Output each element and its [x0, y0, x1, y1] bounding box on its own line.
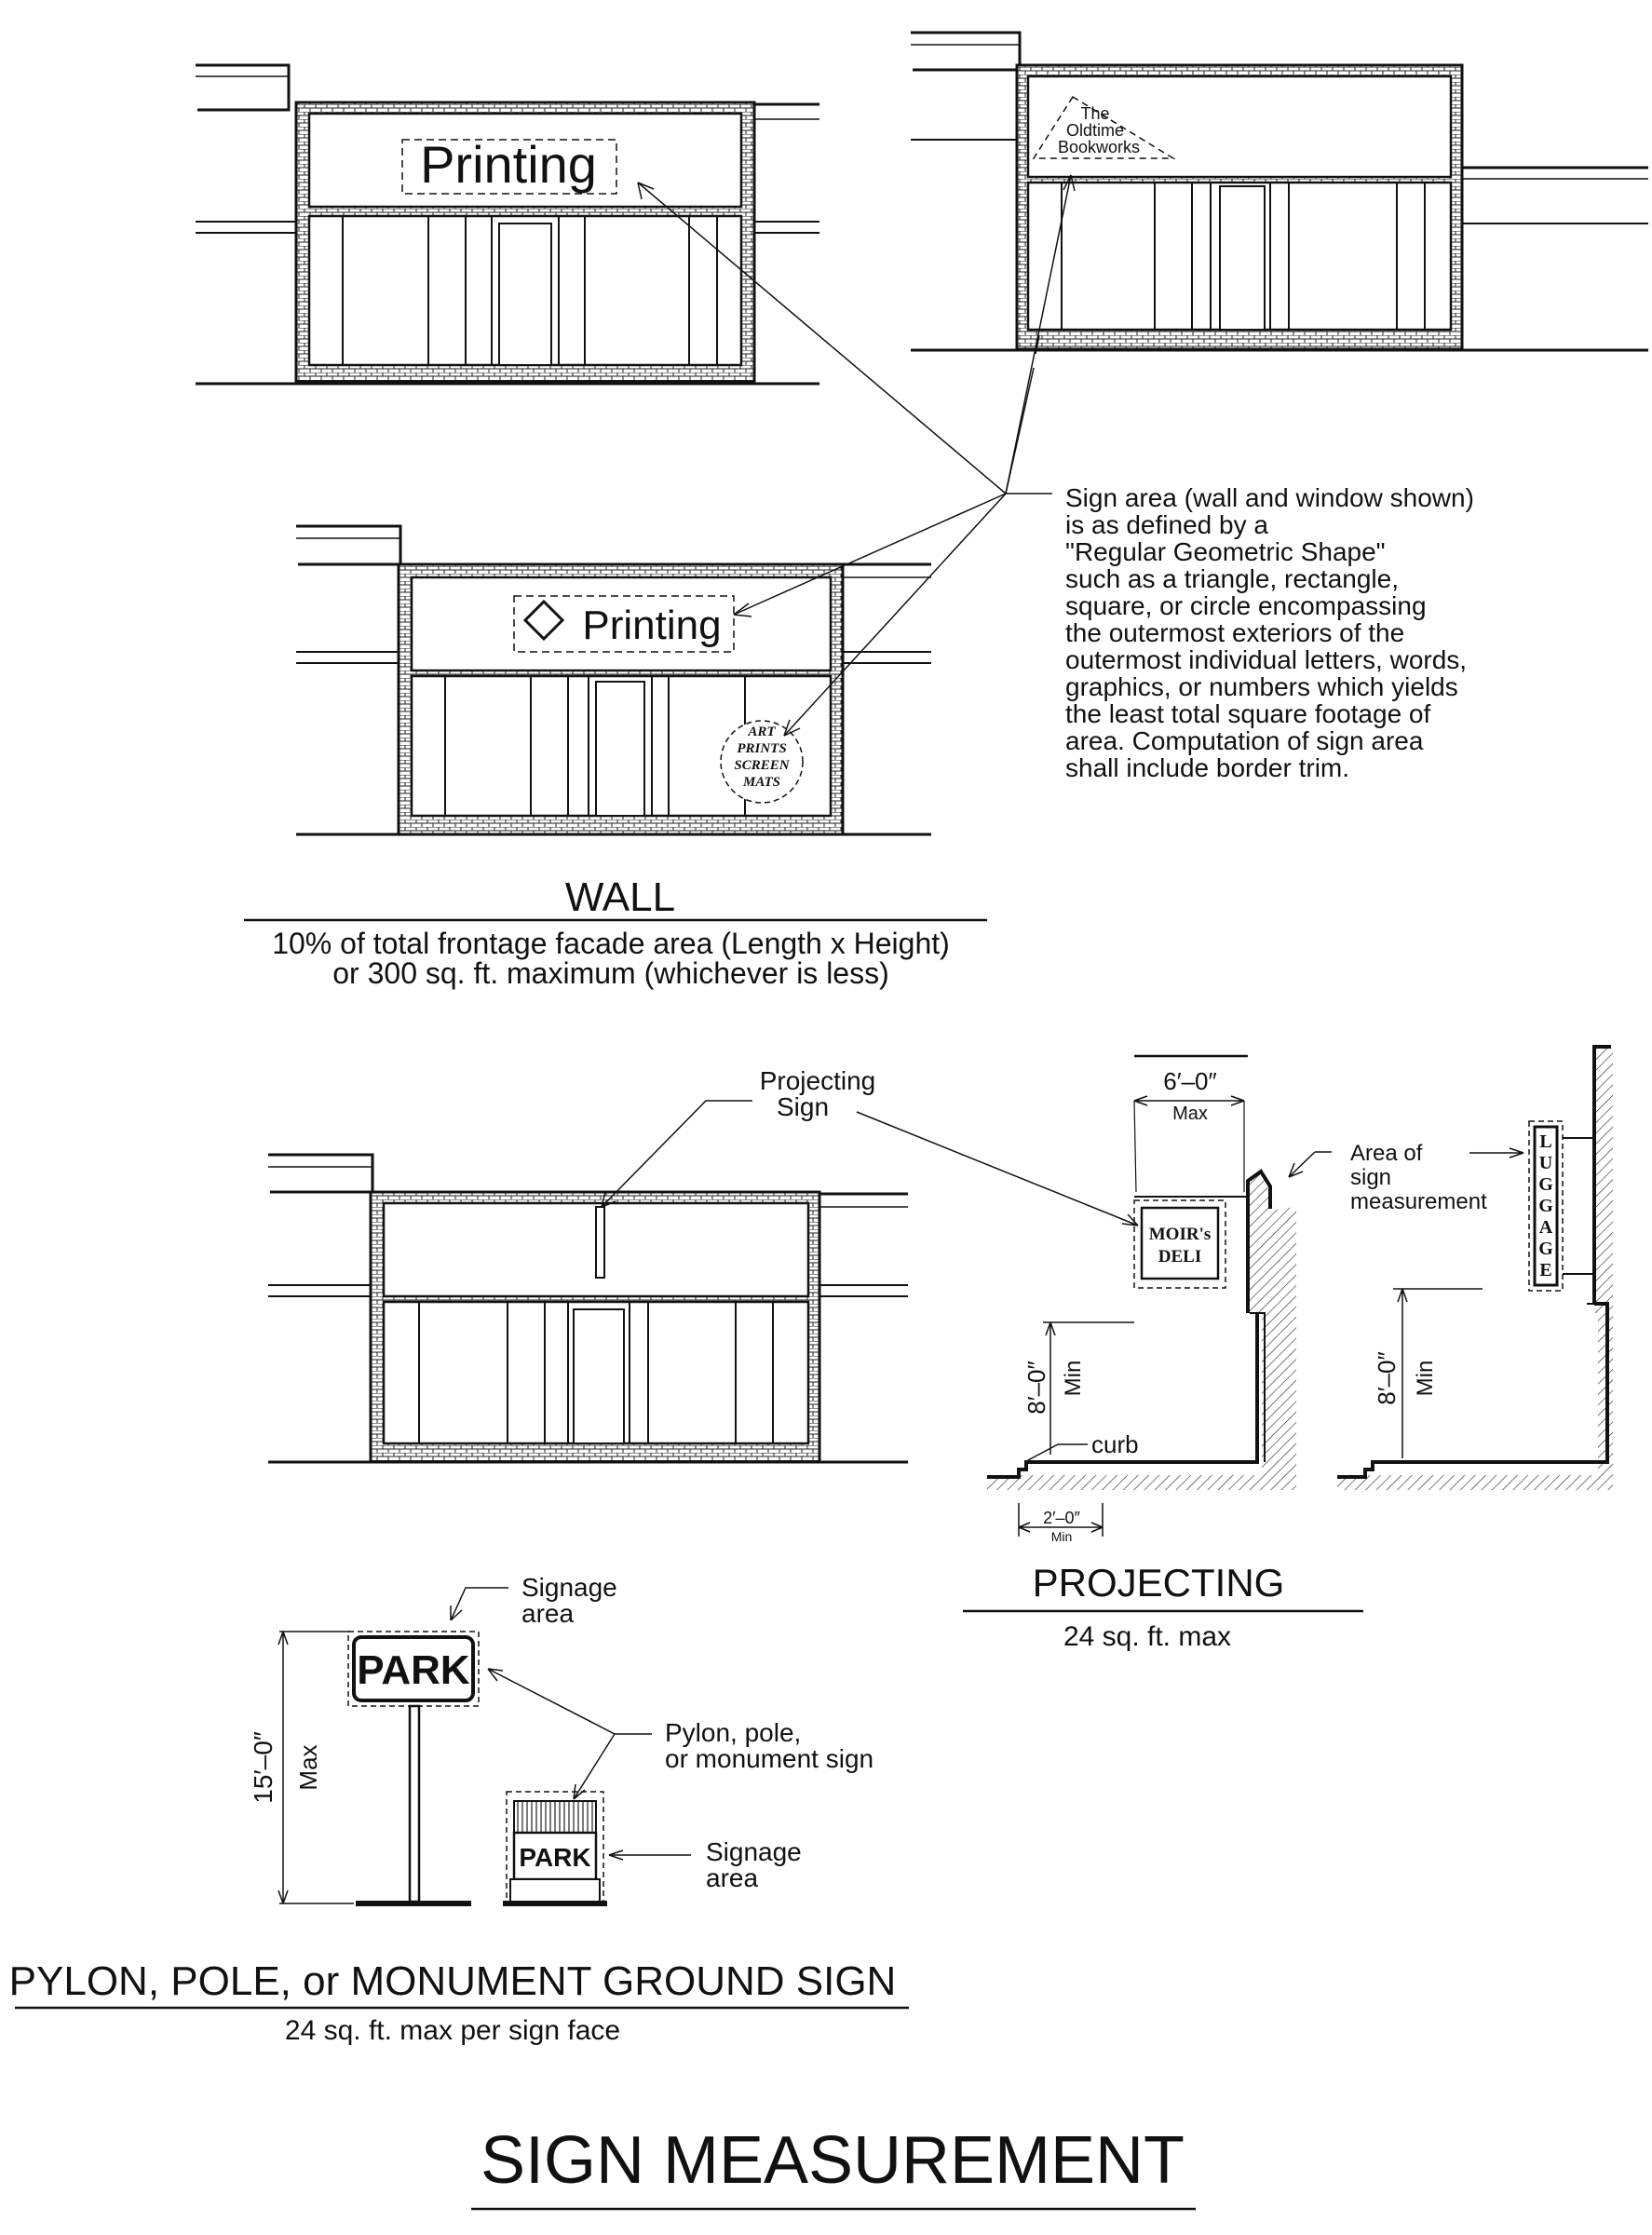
- pylon-height-dim: 15′–0″: [249, 1731, 278, 1804]
- projecting-label-line1: Projecting: [759, 1066, 876, 1095]
- printing-sign-text: Printing: [420, 135, 597, 194]
- projecting-section-deli: [987, 1056, 1487, 1544]
- pylon-height-sub: Max: [294, 1744, 322, 1791]
- pylon-pole: [410, 1706, 419, 1902]
- pylon-label-line2: or monument sign: [665, 1744, 874, 1773]
- sign-area-definition-note: [1065, 483, 1474, 782]
- signage-label-line2: area: [521, 1599, 575, 1628]
- projecting-caption: 24 sq. ft. max: [1063, 1621, 1232, 1652]
- height-dim-sub: Min: [1061, 1360, 1086, 1397]
- area-label-line1: Area of: [1350, 1141, 1423, 1166]
- main-title-block: [471, 2123, 1196, 2209]
- window-sign-line3: SCREEN: [734, 758, 790, 773]
- pylon-title: PYLON, POLE, or MONUMENT GROUND SIGN: [8, 1958, 897, 2004]
- storefront-printing-window: [296, 526, 931, 834]
- projecting-title: PROJECTING: [1032, 1561, 1285, 1605]
- printing-sign-text-2: Printing: [582, 603, 722, 648]
- height-dim2-sub: Min: [1413, 1360, 1438, 1397]
- pylon-label-line1: Pylon, pole,: [665, 1718, 802, 1747]
- main-title: SIGN MEASUREMENT: [480, 2123, 1185, 2198]
- projecting-section-luggage: [1337, 1047, 1613, 1490]
- signage2-label-line1: Signage: [706, 1837, 802, 1866]
- note-line: graphics, or numbers which yields: [1065, 672, 1458, 701]
- note-line: outermost individual letters, words,: [1065, 645, 1468, 674]
- offset-dim-text: 2′–0″: [1043, 1509, 1080, 1527]
- offset-dim-sub: Min: [1050, 1529, 1073, 1544]
- luggage-letter: G: [1538, 1196, 1553, 1216]
- storefront-projecting: [268, 1155, 908, 1462]
- height-dim-text: 8′–0″: [1022, 1361, 1050, 1415]
- window-sign-line4: MATS: [742, 775, 781, 790]
- signage-label-line1: Signage: [521, 1573, 617, 1602]
- window-sign-line2: PRINTS: [737, 741, 787, 756]
- bookworks-line1: The: [1080, 104, 1110, 123]
- wall-caption-line2: or 300 sq. ft. maximum (whichever is less): [332, 956, 889, 990]
- projecting-section-title: [963, 1561, 1363, 1652]
- wall-caption-line1: 10% of total frontage facade area (Length x Height): [272, 927, 950, 960]
- note-line: shall include border trim.: [1065, 753, 1350, 782]
- note-line: is as defined by a: [1065, 510, 1268, 539]
- curb-label: curb: [1091, 1430, 1139, 1458]
- luggage-letter: L: [1539, 1131, 1552, 1152]
- luggage-letter: A: [1538, 1217, 1553, 1238]
- wall-section-title: [244, 874, 987, 990]
- luggage-letter: U: [1538, 1153, 1553, 1173]
- area-label-line2: sign: [1350, 1165, 1392, 1190]
- projecting-label-line2: Sign: [776, 1092, 830, 1121]
- note-line: "Regular Geometric Shape": [1065, 537, 1386, 566]
- luggage-letter: G: [1538, 1239, 1553, 1259]
- luggage-letter: E: [1539, 1260, 1552, 1280]
- wall-title: WALL: [564, 874, 676, 920]
- note-line: area. Computation of sign area: [1065, 726, 1424, 755]
- deli-line1: MOIR's: [1148, 1225, 1212, 1244]
- note-line: Sign area (wall and window shown): [1065, 483, 1474, 512]
- pylon-caption: 24 sq. ft. max per sign face: [284, 2015, 621, 2046]
- pylon-section-title: [9, 1958, 909, 2046]
- note-line: the outermost exteriors of the: [1065, 618, 1405, 647]
- note-line: square, or circle encompassing: [1065, 591, 1427, 620]
- note-line: the least total square footage of: [1065, 699, 1431, 728]
- area-label-line3: measurement: [1350, 1189, 1487, 1214]
- deli-line2: DELI: [1158, 1247, 1202, 1266]
- height-dim2-text: 8′–0″: [1373, 1351, 1401, 1405]
- signage2-label-line2: area: [706, 1863, 759, 1892]
- pylon-sign-section: [249, 1573, 873, 1903]
- window-sign-line1: ART: [748, 725, 776, 739]
- note-line: such as a triangle, rectangle,: [1065, 564, 1399, 593]
- bookworks-line2: Oldtime: [1065, 121, 1125, 140]
- storefront-printing-wall: [196, 65, 819, 384]
- monument-sign-text: PARK: [519, 1843, 591, 1872]
- width-dim-text: 6′–0″: [1163, 1067, 1217, 1095]
- projecting-sign-edge: [596, 1207, 604, 1278]
- storefront-bookworks: [911, 33, 1648, 350]
- park-sign-text: PARK: [357, 1647, 470, 1693]
- bookworks-line3: Bookworks: [1057, 138, 1141, 156]
- luggage-letter: G: [1538, 1174, 1553, 1195]
- width-dim-sub: Max: [1172, 1104, 1208, 1124]
